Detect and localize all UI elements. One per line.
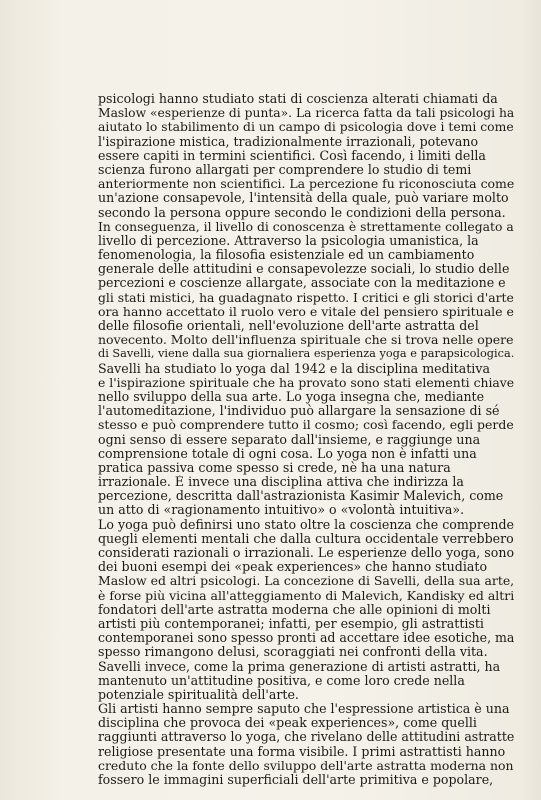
text-line: disciplina che provoca dei «peak experiences», come quelli bbox=[98, 716, 477, 731]
text-line: considerati razionali o irrazionali. Le esperienze dello yoga, sono bbox=[98, 546, 514, 560]
text-line: secondo la persona oppure secondo le condizioni della persona. bbox=[98, 205, 506, 220]
text-line: comprensione totale di ogni cosa. Lo yoga non è infatti una bbox=[98, 446, 477, 461]
text-line: religiose presentate una forma visibile. I primi astrattisti hanno bbox=[98, 744, 506, 759]
text-line: essere capiti in termini scientifici. Così facendo, i limiti della bbox=[98, 148, 486, 163]
text-line: ogni senso di essere separato dall'insieme, e raggiunge una bbox=[98, 432, 481, 447]
text-line: è forse più vicina all'atteggiamento di Malevich, Kandisky ed altri bbox=[98, 588, 514, 603]
text-line: di Savelli, viene dalla sua giornaliera esperienza yoga e parapsicologica. bbox=[98, 347, 514, 361]
text-line: quegli elementi mentali che dalla cultura occidentale verrebbero bbox=[98, 531, 514, 546]
text-line: contemporanei sono spesso pronti ad accettare idee esotiche, ma bbox=[98, 631, 514, 646]
text-line: percezione, descritta dall'astrazionista Kasimir Malevich, come bbox=[98, 489, 504, 504]
text-line: spesso rimangono delusi, scoraggiati nei confronti della vita. bbox=[98, 645, 488, 660]
text-line: irrazionale. È invece una disciplina attiva che indirizza la bbox=[98, 475, 464, 490]
text-line: fenomenologia, la filosofia esistenziale ed un cambiamento bbox=[98, 248, 475, 263]
text-line: Maslow ed altri psicologi. La concezione di Savelli, della sua arte, bbox=[98, 574, 514, 589]
text-line: Gli artisti hanno sempre saputo che l'espressione artistica è una bbox=[98, 702, 510, 717]
text-line: e l'ispirazione spirituale che ha provato sono stati elementi chiave bbox=[98, 375, 514, 390]
text-line: Maslow «esperienze di punta». La ricerca fatta da tali psicologi ha bbox=[98, 106, 514, 121]
text-line: Savelli ha studiato lo yoga dal 1942 e la disciplina meditativa bbox=[98, 361, 490, 376]
text-line: anteriormente non scientifici. La percezione fu riconosciuta come bbox=[98, 177, 514, 192]
text-line: un'azione consapevole, l'intensità della quale, può variare molto bbox=[98, 191, 509, 206]
text-line: In conseguenza, il livello di conoscenza è strettamente collegato a bbox=[98, 219, 514, 234]
text-line: artisti più contemporanei; infatti, per esempio, gli astrattisti bbox=[98, 616, 484, 631]
body-text bbox=[98, 92, 514, 787]
text-line: gli stati mistici, ha guadagnato rispetto. I critici e gli storici d'arte bbox=[98, 290, 514, 305]
text-line: raggiunti attraverso lo yoga, che rivelano delle attitudini astratte bbox=[98, 730, 514, 745]
page-edge-shadow bbox=[521, 0, 541, 800]
text-line: ora hanno accettato il ruolo vero e vitale del pensiero spirituale e bbox=[98, 304, 514, 319]
text-line: l'ispirazione mistica, tradizionalmente irrazionali, potevano bbox=[98, 134, 479, 149]
text-line: potenziale spiritualità dell'arte. bbox=[98, 687, 299, 702]
text-line: l'automeditazione, l'individuo può allargare la sensazione di sé bbox=[98, 404, 500, 419]
text-line: creduto che la fonte dello sviluppo dell'arte astratta moderna non bbox=[98, 758, 514, 773]
text-line: mantenuto un'attitudine positiva, e come loro crede nella bbox=[98, 673, 465, 688]
text-line: Savelli invece, come la prima generazione di artisti astratti, ha bbox=[98, 659, 501, 674]
text-line: novecento. Molto dell'influenza spirituale che si trova nelle opere bbox=[98, 333, 514, 348]
text-line: nello sviluppo della sua arte. Lo yoga insegna che, mediante bbox=[98, 389, 485, 404]
text-line: scienza furono allargati per comprendere lo studio di temi bbox=[98, 162, 472, 177]
text-line: fondatori dell'arte astratta moderna che alle opinioni di molti bbox=[98, 602, 491, 617]
text-line: delle filosofie orientali, nell'evoluzione dell'arte astratta del bbox=[98, 319, 479, 333]
text-line: Lo yoga può definirsi uno stato oltre la coscienza che comprende bbox=[98, 517, 514, 532]
text-line: livello di percezione. Attraverso la psicologia umanistica, la bbox=[98, 233, 479, 248]
text-line: aiutato lo stabilimento di un campo di psicologia dove i temi come bbox=[98, 120, 514, 135]
text-line: generale delle attitudini e consapevolezze sociali, lo studio delle bbox=[98, 262, 510, 277]
text-line: pratica passiva come spesso si crede, nè ha una natura bbox=[98, 460, 451, 475]
text-line: dei buoni esempi dei «peak experiences» che hanno studiato bbox=[98, 560, 488, 575]
text-line: un atto di «ragionamento intuitivo» o «volontà intuitiva». bbox=[98, 503, 465, 518]
text-line: fossero le immagini superficiali dell'arte primitiva e popolare, bbox=[98, 773, 494, 787]
text-line: percezioni e coscienze allargate, associate con la meditazione e bbox=[98, 276, 506, 291]
text-line: psicologi hanno studiato stati di coscienza alterati chiamati da bbox=[98, 92, 498, 106]
text-line: stesso e può comprendere tutto il cosmo; così facendo, egli perde bbox=[98, 418, 514, 433]
